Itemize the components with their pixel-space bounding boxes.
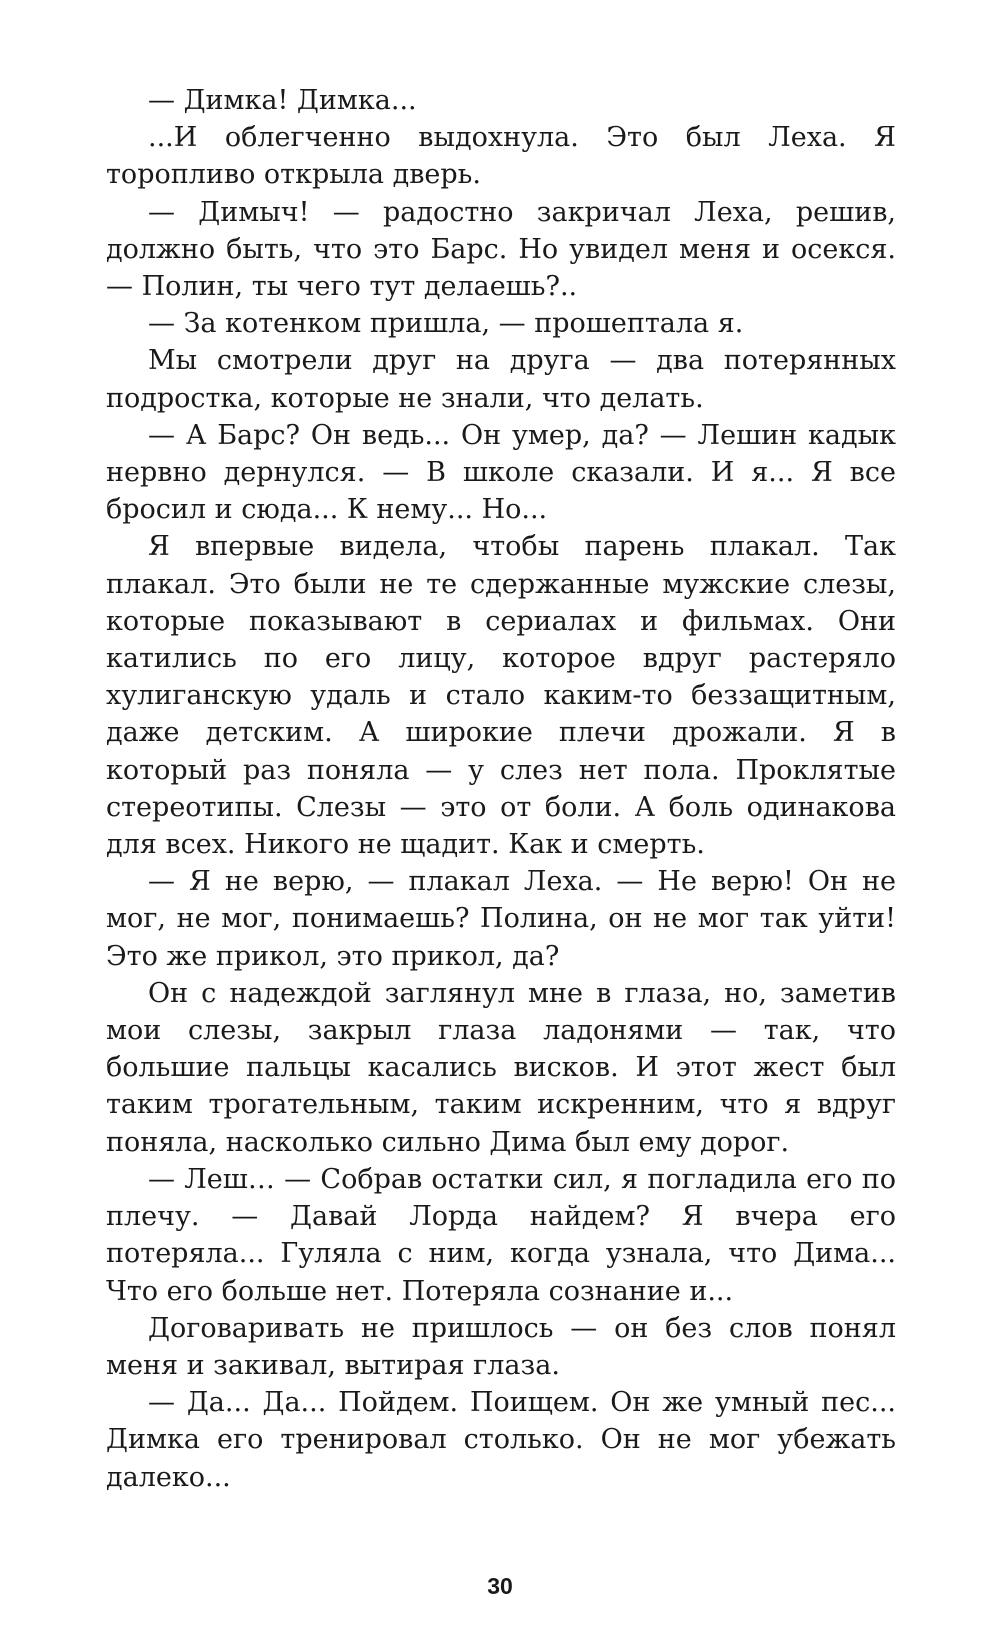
paragraph: — За котенком пришла, — прошептала я.	[148, 308, 744, 340]
paragraph: Договаривать не пришлось — он без слов понял меня и закивал, вытирая глаза.	[106, 1312, 896, 1381]
paragraph: — Да... Да... Пойдем. Поищем. Он же умный пес... Димка его тренировал столько. Он не мог убежать далеко...	[106, 1387, 896, 1493]
paragraph: — Димка! Димка...	[148, 85, 417, 116]
paragraph: Он с надеждой заглянул мне в глаза, но, заметив мои слезы, закрыл глаза ладонями — так, что большие пальцы касались висков. И этот жест был таким трогательным, таким искренним, что я вдруг поняла, насколько сильно Дима был ему дорог.	[106, 977, 896, 1158]
paragraph: — Я не верю, — плакал Леха. — Не верю! Он не мог, не мог, понимаешь? Полина, он не мог так уйти! Это же прикол, это прикол, да?	[106, 866, 896, 972]
paragraph: — Леш… — Собрав остатки сил, я погладила его по плечу. — Давай Лорда найдем? Я вчера его потеряла... Гуляла с ним, когда узнала, что Дима... Что его больше нет. Потеряла сознание и...	[106, 1163, 896, 1307]
paragraph: — Димыч! — радостно закричал Леха, решив, должно быть, что это Барс. Но увидел меня и осекся. — Полин, ты чего тут делаешь?..	[106, 196, 896, 303]
paragraph: ...И облегченно выдохнула. Это был Леха. Я торопливо открыла дверь.	[106, 122, 896, 191]
paragraph: Мы смотрели друг на друга — два потерянных подростка, которые не знали, что делать.	[106, 345, 896, 414]
paragraph: Я впервые видела, чтобы парень плакал. Так плакал. Это были не те сдержанные мужские слезы, которые показывают в сериалах и фильмах. Они катились по его лицу, которое вдруг растеряло хулиганскую удаль и стало каким-то беззащитным, даже детским. А широкие плечи дрожали. Я в который раз поняла — у слез нет пола. Проклятые стереотипы. Слезы — это от боли. А боль одинакова для всех. Никого не щадит. Как и смерть.	[106, 531, 896, 861]
page-body-text	[106, 82, 896, 1496]
page-number: 30	[487, 1573, 513, 1599]
paragraph: — А Барс? Он ведь... Он умер, да? — Лешин кадык нервно дернулся. — В школе сказали. И я... Я все бросил и сюда... К нему... Но...	[106, 419, 896, 526]
